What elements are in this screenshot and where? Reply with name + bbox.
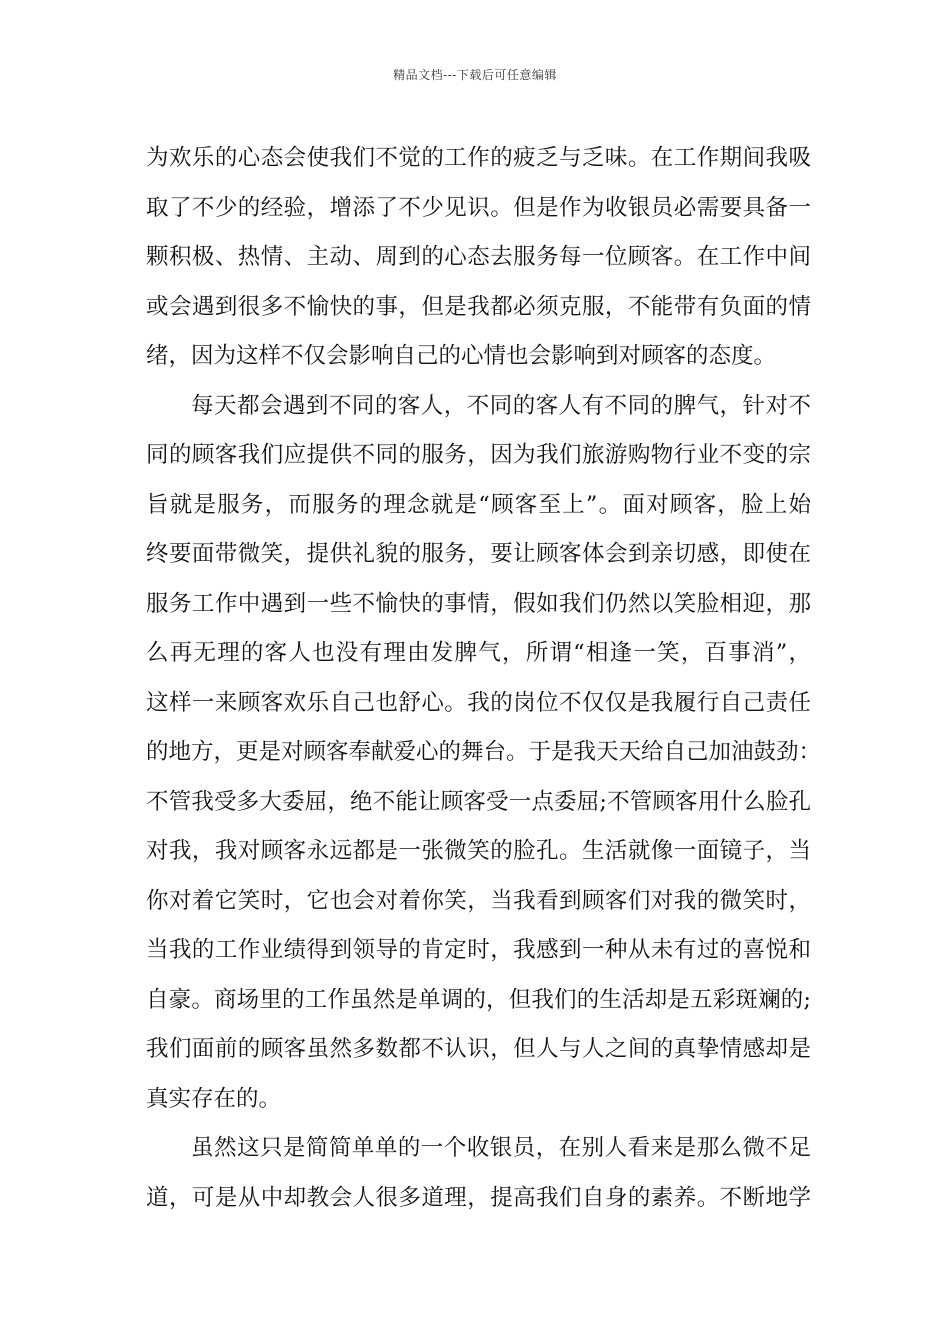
text-line: 绪，因为这样不仅会影响自己的心情也会影响到对顾客的态度。 [146,343,777,369]
text-line: 么再无理的客人也没有理由发脾气，所谓“相逢一笑，百事消”， [146,640,811,666]
text-line: 每天都会遇到不同的客人，不同的客人有不同的脾气，针对不 [191,392,811,419]
text-line: 自豪。商场里的工作虽然是单调的，但我们的生活却是五彩斑斓的; [146,986,811,1013]
text-line: 我们面前的顾客虽然多数都不认识，但人与人之间的真挚情感却是 [146,1036,811,1062]
text-line: 服务工作中遇到一些不愉快的事情，假如我们仍然以笑脸相迎，那 [146,590,811,617]
text-line: 这样一来顾客欢乐自己也舒心。我的岗位不仅仅是我履行自己责任 [146,689,811,716]
text-line: 你对着它笑时，它也会对着你笑，当我看到顾客们对我的微笑时， [146,887,811,914]
text-line: 为欢乐的心态会使我们不觉的工作的疲乏与乏味。在工作期间我吸 [146,145,811,171]
text-line: 旨就是服务，而服务的理念就是“顾客至上”。面对顾客，脸上始 [146,491,811,518]
text-line: 道，可是从中却教会人很多道理，提高我们自身的素养。不断地学 [146,1184,811,1211]
text-line: 终要面带微笑，提供礼貌的服务，要让顾客体会到亲切感，即使在 [146,541,811,567]
text-line: 真实存在的。 [146,1085,282,1112]
text-line: 虽然这只是简简单单的一个收银员，在别人看来是那么微不足 [191,1135,811,1161]
text-line: 对我，我对顾客永远都是一张微笑的脸孔。生活就像一面镜子，当 [146,838,811,864]
text-line: 同的顾客我们应提供不同的服务，因为我们旅游购物行业不变的宗 [146,442,811,468]
text-line: 当我的工作业绩得到领导的肯定时，我感到一种从未有过的喜悦和 [146,937,811,963]
text-line: 颗积极、热情、主动、周到的心态去服务每一位顾客。在工作中间 [146,244,811,270]
text-line: 或会遇到很多不愉快的事，但是我都必须克服，不能带有负面的情 [146,293,811,320]
text-line: 的地方，更是对顾客奉献爱心的舞台。于是我天天给自己加油鼓劲： [146,739,822,765]
document-body [146,134,822,1223]
text-line: 不管我受多大委屈，绝不能让顾客受一点委屈;不管顾客用什么脸孔 [146,788,811,815]
text-line: 取了不少的经验，增添了不少见识。但是作为收银员必需要具备一 [146,194,811,221]
page-header: 精品文档---下载后可任意编辑 [393,68,557,82]
